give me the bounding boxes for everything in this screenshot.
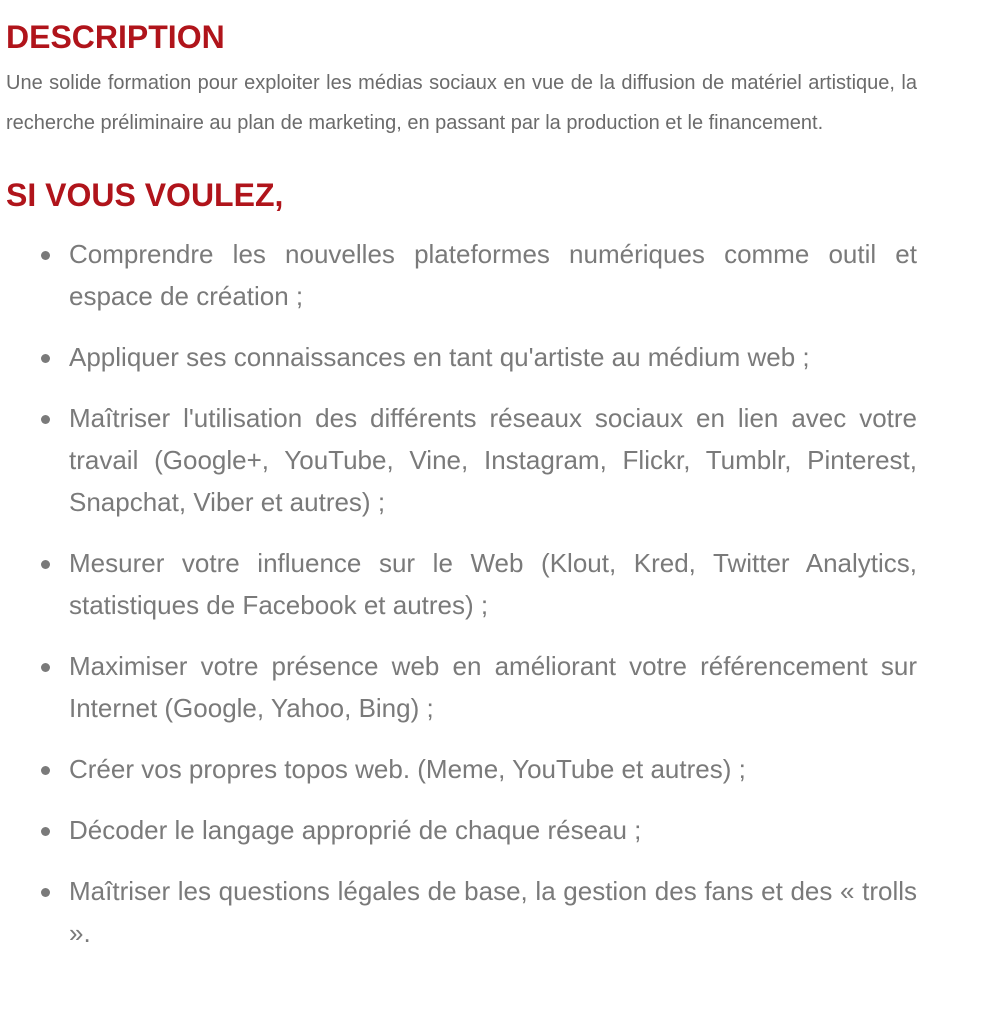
goal-text: Maîtriser les questions légales de base, la gestion des fans et des « trolls ». (69, 876, 917, 948)
description-text: Une solide formation pour exploiter les médias sociaux en vue de la diffusion de matériel artistique, la recherche préliminaire au plan de marketing, en passant par la production et le financement. (6, 72, 917, 134)
goals-heading: SI VOUS VOULEZ, (6, 177, 284, 213)
goal-text: Créer vos propres topos web. (Meme, YouTube et autres) ; (69, 754, 746, 784)
bullet-icon (41, 560, 50, 569)
bullet-icon (41, 354, 50, 363)
bullet-icon (41, 766, 50, 775)
goal-list-item (6, 233, 917, 317)
bullet-icon (41, 827, 50, 836)
bullet-icon (41, 415, 50, 424)
goals-list (6, 233, 917, 954)
goal-list-item (6, 645, 917, 729)
goal-list-item (6, 397, 917, 523)
goal-text: Appliquer ses connaissances en tant qu'artiste au médium web ; (69, 342, 810, 372)
goal-text: Comprendre les nouvelles plateformes numériques comme outil et espace de création ; (69, 239, 917, 311)
course-content (6, 0, 917, 973)
goal-list-item (6, 809, 917, 851)
goal-text: Mesurer votre influence sur le Web (Klout, Kred, Twitter Analytics, statistiques de Facebook et autres) ; (69, 548, 917, 620)
description-heading: DESCRIPTION (6, 19, 225, 55)
goal-text: Décoder le langage approprié de chaque réseau ; (69, 815, 642, 845)
bullet-icon (41, 888, 50, 897)
goal-list-item (6, 870, 917, 954)
goal-list-item (6, 542, 917, 626)
goal-text: Maîtriser l'utilisation des différents réseaux sociaux en lien avec votre travail (Google+, YouTube, Vine, Instagram, Flickr, Tumblr, Pinterest, Snapchat, Viber et autres) ; (69, 403, 917, 517)
goal-list-item (6, 336, 917, 378)
goal-list-item (6, 748, 917, 790)
goal-text: Maximiser votre présence web en améliorant votre référencement sur Internet (Google, Yahoo, Bing) ; (69, 651, 917, 723)
bullet-icon (41, 251, 50, 260)
bullet-icon (41, 663, 50, 672)
